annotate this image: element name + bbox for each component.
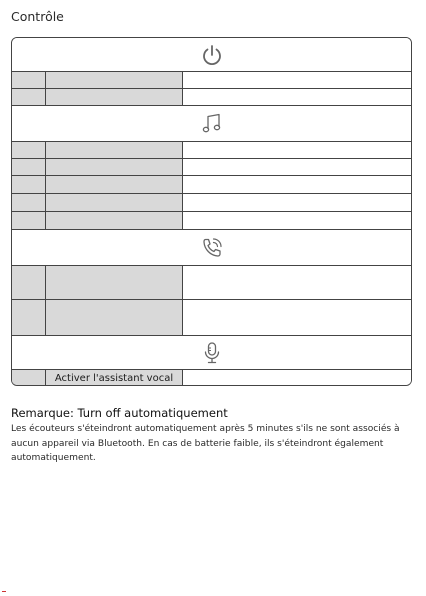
row-index-cell [12, 176, 46, 193]
row-label-cell [46, 176, 183, 193]
row-value-cell [183, 72, 411, 88]
table-row [12, 194, 411, 212]
table-row [12, 142, 411, 159]
corner-mark [2, 591, 6, 592]
power-section-header [12, 38, 411, 72]
row-label-cell [46, 212, 183, 229]
row-index-cell [12, 266, 46, 299]
control-table [11, 37, 412, 386]
row-label-cell [46, 194, 183, 211]
table-row [12, 159, 411, 176]
row-index-cell [12, 142, 46, 158]
table-row [12, 266, 411, 300]
remark-title: Remarque: Turn off automatiquement [11, 406, 228, 420]
table-row [12, 212, 411, 230]
row-index-cell [12, 370, 46, 386]
phone-section-header [12, 230, 411, 266]
phone-call-icon [200, 236, 224, 260]
row-index-cell [12, 212, 46, 229]
row-label-cell [46, 300, 183, 335]
row-label-cell [46, 72, 183, 88]
page-title: Contrôle [11, 9, 64, 24]
row-value-cell [183, 142, 411, 158]
table-row [12, 89, 411, 106]
row-label-cell [46, 89, 183, 105]
row-label-cell [46, 266, 183, 299]
row-index-cell [12, 72, 46, 88]
power-icon [201, 44, 223, 66]
row-value-cell [183, 212, 411, 229]
table-row [12, 370, 411, 386]
row-index-cell [12, 89, 46, 105]
remark-body: Les écouteurs s'éteindront automatiquement après 5 minutes s'ils ne sont associés à aucun appareil via Bluetooth. En cas de batterie faible, ils s'éteindront également automatiquement. [11, 424, 400, 463]
row-value-cell [183, 194, 411, 211]
microphone-section-header [12, 336, 411, 370]
voice-assistant-label: Activer l'assistant vocal [46, 370, 183, 386]
row-index-cell [12, 159, 46, 175]
row-value-cell [183, 159, 411, 175]
row-index-cell [12, 300, 46, 335]
row-label-cell [46, 159, 183, 175]
microphone-icon [202, 341, 222, 365]
row-value-cell [183, 89, 411, 105]
row-label-cell [46, 142, 183, 158]
table-row [12, 72, 411, 89]
music-section-header [12, 106, 411, 142]
row-index-cell [12, 194, 46, 211]
row-value-cell [183, 370, 411, 386]
row-value-cell [183, 266, 411, 299]
row-value-cell [183, 300, 411, 335]
table-row [12, 176, 411, 194]
music-note-icon [202, 113, 222, 135]
row-value-cell [183, 176, 411, 193]
table-row [12, 300, 411, 336]
